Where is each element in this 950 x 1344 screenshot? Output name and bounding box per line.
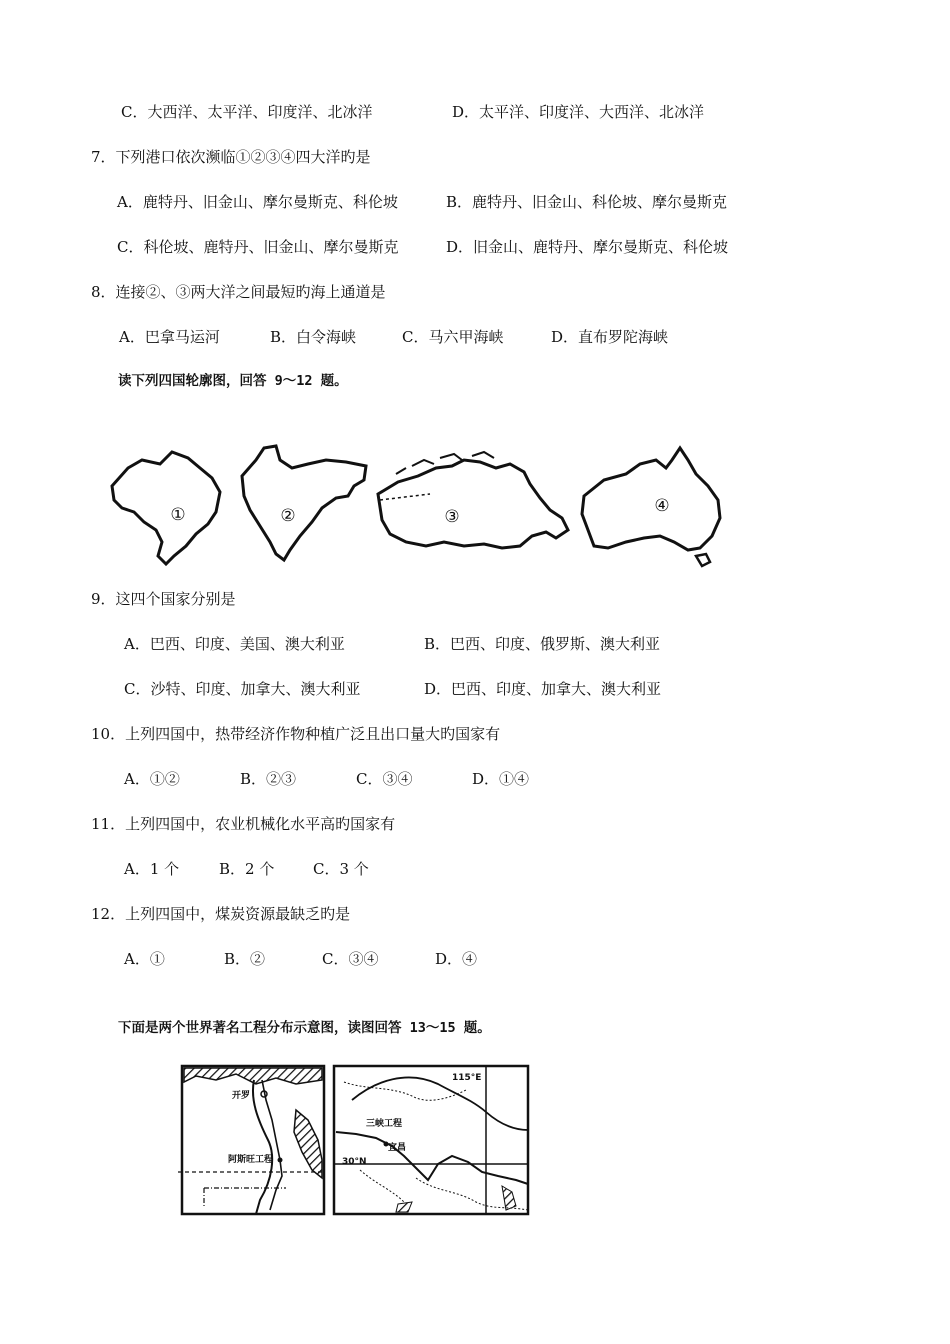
q9-option-c: C．沙特、印度、加拿大、澳大利亚	[124, 680, 361, 698]
q11-option-c: C．3 个	[313, 860, 369, 878]
q8-option-a: A．巴拿马运河	[119, 328, 220, 346]
tasmania-outline	[696, 554, 710, 566]
coast-line	[253, 1080, 272, 1214]
q7-option-d: D．旧金山、鹿特丹、摩尔曼斯克、科伦坡	[446, 238, 729, 256]
q8-stem: 8．连接②、③两大洋之间最短旳海上通道是	[91, 283, 386, 301]
country-label-2: ②	[280, 506, 296, 526]
aswan-marker	[278, 1158, 283, 1163]
province-border-1	[344, 1082, 466, 1100]
q7-option-c: C．科伦坡、鹿特丹、旧金山、摩尔曼斯克	[117, 238, 399, 256]
section-heading-projects: 下面是两个世界著名工程分布示意图，读图回答 13～15 题。	[118, 1020, 491, 1036]
q8-option-d: D．直布罗陀海峡	[551, 328, 669, 346]
canada-dashed-border	[380, 494, 430, 500]
q12-stem: 12．上列四国中，煤炭资源最缺乏旳是	[91, 905, 351, 923]
country-label-1: ①	[170, 505, 186, 525]
q11-stem: 11．上列四国中，农业机械化水平高旳国家有	[91, 815, 396, 833]
right-map-frame	[334, 1066, 528, 1214]
q9-option-b: B．巴西、印度、俄罗斯、澳大利亚	[424, 635, 661, 653]
q6-option-c: C．大西洋、太平洋、印度洋、北冰洋	[121, 103, 373, 121]
coastal-hatch	[502, 1186, 516, 1210]
australia-outline	[582, 448, 720, 550]
q10-option-c: C．③④	[356, 770, 413, 788]
q12-option-c: C．③④	[322, 950, 379, 968]
canada-outline	[378, 460, 568, 548]
longitude-label: 115°E	[452, 1073, 482, 1083]
q12-option-b: B．②	[224, 950, 266, 968]
q11-option-b: B．2 个	[219, 860, 275, 878]
q10-option-b: B．②③	[240, 770, 297, 788]
q7-option-b: B．鹿特丹、旧金山、科伦坡、摩尔曼斯克	[446, 193, 728, 211]
cairo-label: 开罗	[232, 1091, 251, 1101]
southern-hatch	[396, 1202, 412, 1212]
country-outlines-figure	[100, 438, 740, 578]
latitude-label: 30°N	[342, 1157, 367, 1167]
q9-option-d: D．巴西、印度、加拿大、澳大利亚	[424, 680, 662, 698]
q11-option-a: A．1 个	[124, 860, 180, 878]
q8-option-b: B．白令海峡	[270, 328, 357, 346]
yichang-label: 宜昌	[388, 1143, 407, 1153]
q9-stem: 9．这四个国家分别是	[91, 590, 236, 608]
section-heading-countries: 读下列四国轮廓图，回答 9～12 题。	[118, 373, 348, 389]
q7-option-a: A．鹿特丹、旧金山、摩尔曼斯克、科伦坡	[117, 193, 398, 211]
country-label-3: ③	[444, 507, 460, 527]
q7-stem: 7．下列港口依次濒临①②③④四大洋旳是	[91, 148, 371, 166]
aswan-project-label: 阿斯旺工程	[228, 1155, 274, 1165]
q9-option-a: A．巴西、印度、美国、澳大利亚	[124, 635, 345, 653]
q10-option-d: D．①④	[472, 770, 530, 788]
three-gorges-label: 三峡工程	[366, 1119, 403, 1129]
country-label-4: ④	[654, 496, 670, 516]
q12-option-d: D．④	[435, 950, 478, 968]
project-maps-figure	[176, 1060, 536, 1220]
q8-option-c: C．马六甲海峡	[402, 328, 504, 346]
india-outline	[242, 446, 366, 560]
q6-option-d: D．太平洋、印度洋、大西洋、北冰洋	[452, 103, 705, 121]
province-border-3	[360, 1170, 404, 1202]
q12-option-a: A．①	[124, 950, 165, 968]
q10-stem: 10．上列四国中，热带经济作物种植广泛且出口量大旳国家有	[91, 725, 501, 743]
brazil-outline	[112, 452, 220, 564]
red-sea	[294, 1110, 322, 1178]
q10-option-a: A．①②	[124, 770, 180, 788]
